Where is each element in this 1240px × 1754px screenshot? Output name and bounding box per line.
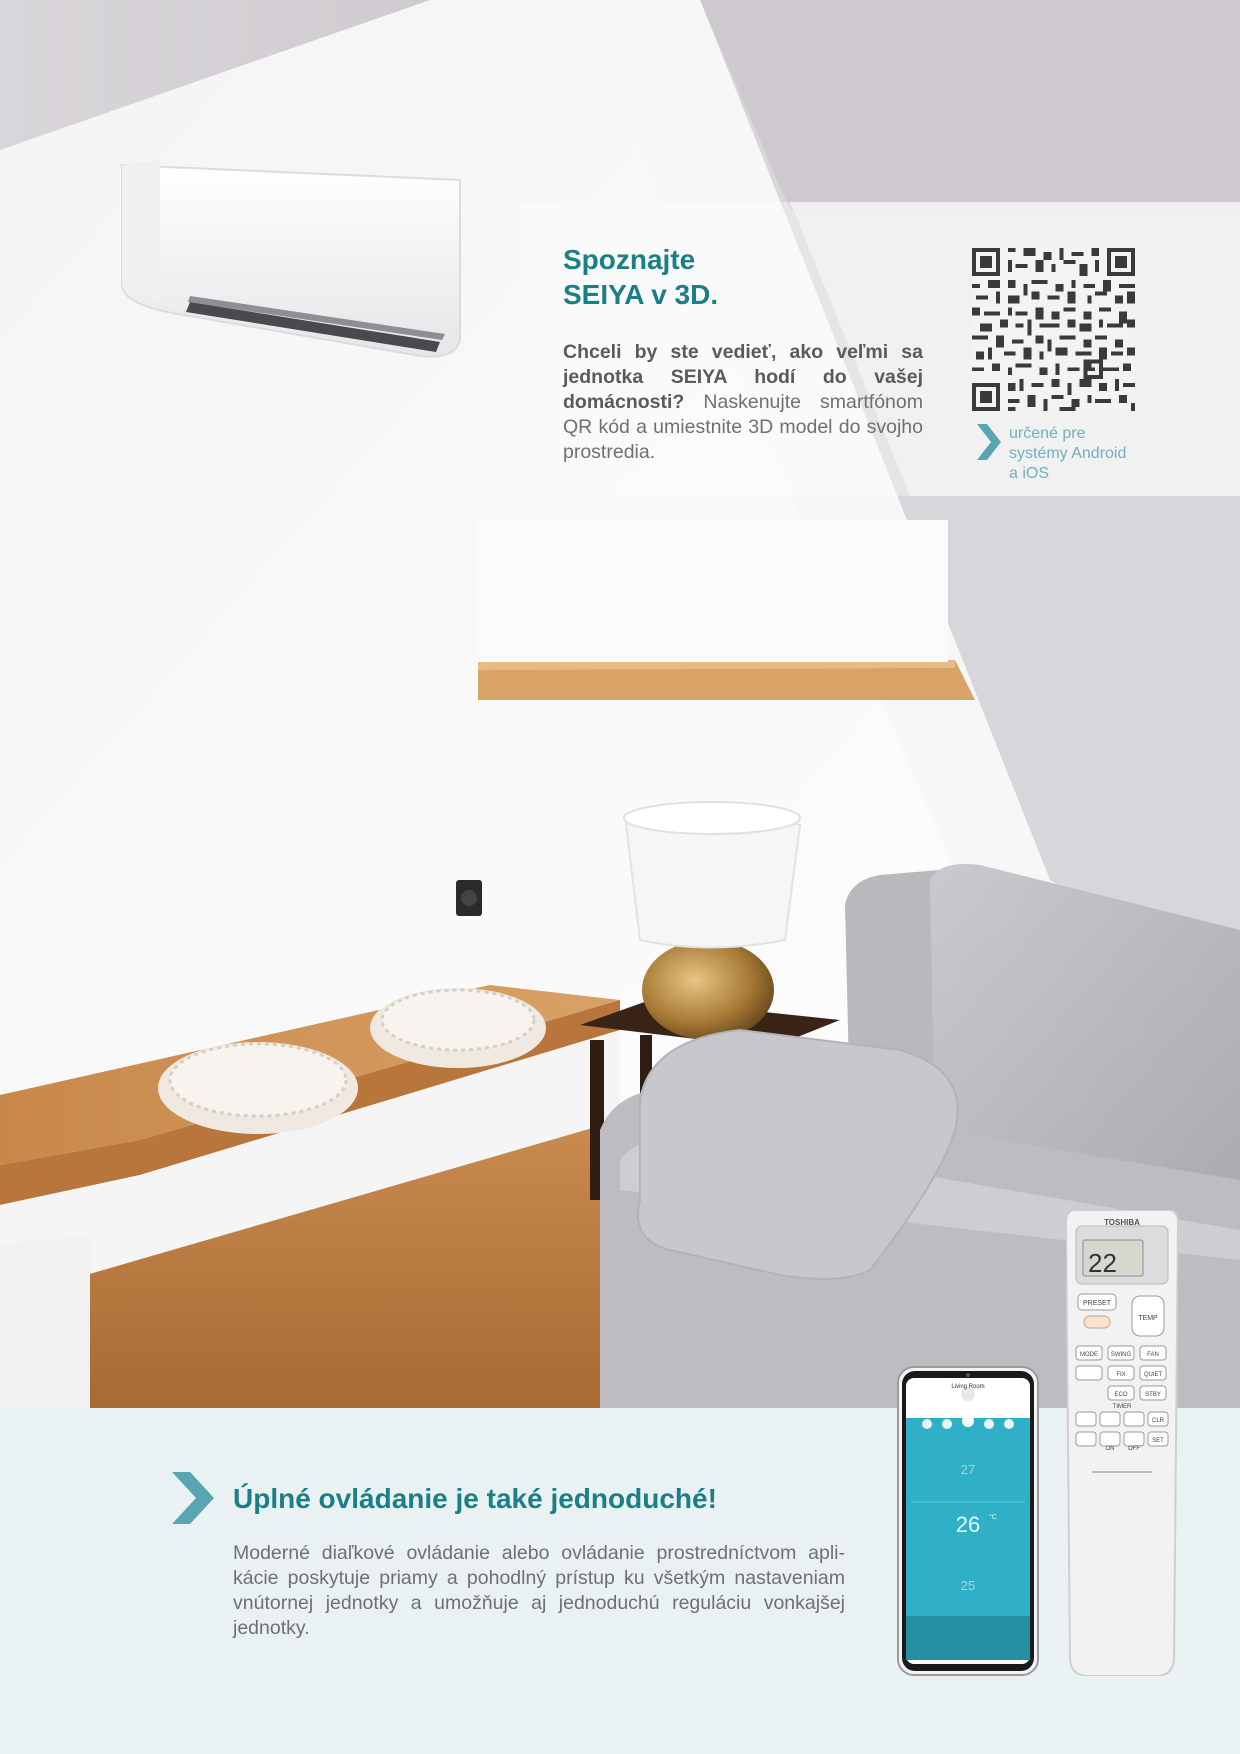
remote-brand: TOSHIBA — [1104, 1218, 1140, 1227]
remote-label-on: ON — [1105, 1446, 1115, 1452]
remote-button-set: SET — [1152, 1438, 1164, 1444]
app-temp-above: 27 — [960, 1462, 976, 1477]
remote-control-image — [1066, 1210, 1178, 1676]
chevron-right-icon — [975, 424, 1001, 460]
remote-label-timer: TIMER — [1112, 1404, 1132, 1410]
heading-line-1: Spoznajte — [563, 244, 696, 275]
control-description: Moderné diaľkové ovládanie alebo ovládanie prostredníctvom aplikácie poskytuje priamy a pohodlný prístup ku všetkým nastaveniam vnútornej jednotky a umožňuje aj jednoduchú reguláciu vonkajšej jednotky. — [233, 1542, 845, 1639]
app-temp-below: 25 — [960, 1578, 976, 1593]
control-title: Úplné ovládanie je také jednoduché! — [233, 1483, 717, 1514]
remote-button-swing: SWING — [1110, 1352, 1132, 1358]
remote-button-stby: STBY — [1145, 1392, 1161, 1398]
chevron-right-icon — [172, 1472, 214, 1524]
remote-button-temp: TEMP — [1138, 1315, 1158, 1322]
remote-button-quiet: QUIET — [1143, 1372, 1163, 1378]
remote-button-fan: FAN — [1147, 1352, 1159, 1358]
app-temp-current: 26 — [955, 1512, 981, 1537]
remote-button-mode: MODE — [1080, 1352, 1098, 1358]
platform-note-text: určené pre systémy Android a iOS — [1009, 425, 1127, 482]
app-temp-unit: °C — [989, 1514, 997, 1521]
platform-note — [975, 424, 1139, 484]
smartphone-app-image — [897, 1366, 1039, 1676]
seiya-3d-heading — [563, 242, 718, 312]
description-bold: Chceli by ste vedieť, ako veľmi sa jednotka SEIYA hodí do vašej domácnosti? — [563, 341, 923, 413]
heading-line-2: SEIYA v 3D. — [563, 279, 719, 310]
remote-button-clr: CLR — [1151, 1418, 1165, 1424]
seiya-3d-description — [563, 340, 923, 465]
remote-button-eco: ECO — [1114, 1392, 1128, 1398]
description-regular: Naskenujte smartfónom QR kód a umiestnite 3D model do svojho prostredia. — [563, 391, 923, 463]
app-screen-title: Living Room — [951, 1384, 985, 1390]
qr-code[interactable] — [972, 248, 1135, 411]
remote-button-fix: FIX — [1116, 1372, 1126, 1378]
remote-display-temp: 22 — [1088, 1248, 1117, 1278]
remote-button-preset: PRESET — [1082, 1300, 1112, 1307]
remote-label-off: OFF — [1128, 1446, 1140, 1452]
